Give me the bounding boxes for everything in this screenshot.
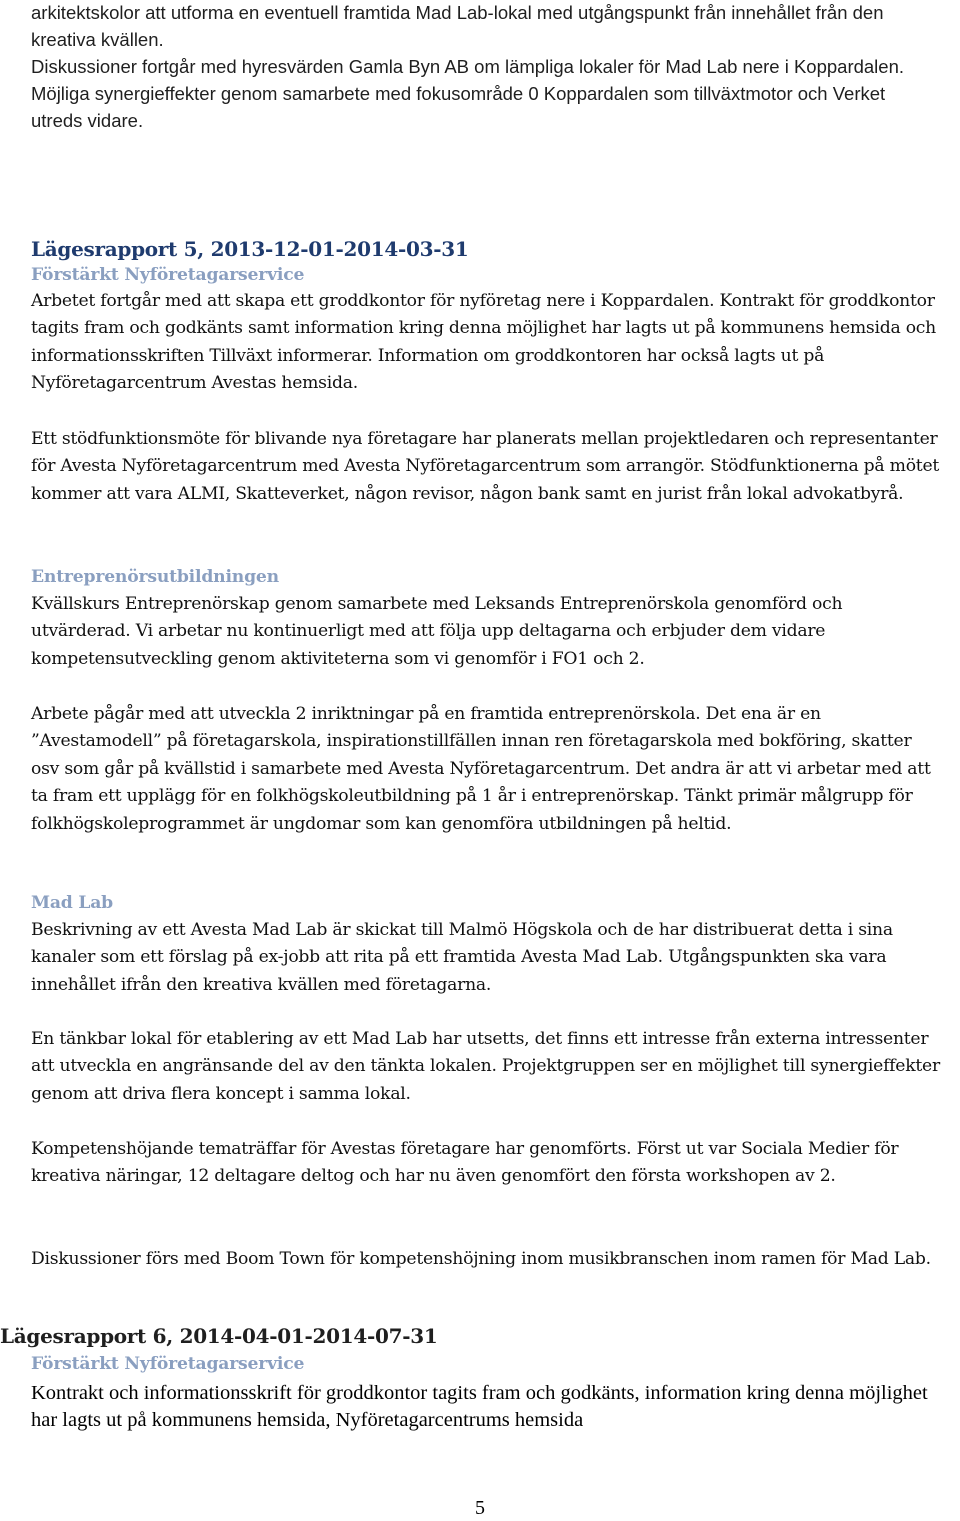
entreprenorsutbildningen-title: Entreprenörsutbildningen: [31, 567, 279, 587]
mad-lab-paragraph-4: Diskussioner förs med Boom Town för kompetenshöjning inom musikbranschen inom ramen för Mad Lab.: [31, 1249, 931, 1269]
intro-paragraph-2: Diskussioner fortgår med hyresvärden Gamla Byn AB om lämpliga lokaler för Mad Lab nere i Koppardalen. Möjliga synergieffekter genom samarbete med fokusområde 0 Koppardalen som tillväxtmotor och Verket utreds vidare.: [31, 56, 905, 131]
report-5-nyforetagarservice-paragraph-2: Ett stödfunktionsmöte för blivande nya företagare har planerats mellan projektledaren och representanter för Avesta Nyföretagarcentrum med Avesta Nyföretagarcentrum som arrangör. Stödfunktionerna på mötet kommer att vara ALMI, Skatteverket, någon revisor, någon bank samt en jurist från lokal advokatbyrå.: [31, 429, 940, 504]
entreprenorsutbildningen-paragraph-2: Arbete pågår med att utveckla 2 inriktningar på en framtida entreprenörskola. Det ena är en ”Avestamodell” på företagarskola, inspirationstillfällen innan ren företagarskola med bokföring, skatter osv som går på kvällstid i samarbete med Avesta Nyföretagarcentrum. Det andra är att vi arbetar med att ta fram ett upplägg för en folkhögskoleutbildning på 1 år i entreprenörskap. Tänkt primär målgrupp för folkhögskoleprogrammet är ungdomar som kan genomföra utbildningen på heltid.: [31, 704, 931, 834]
report-6-nyforetagarservice-paragraph-1: Kontrakt och informationsskrift för groddkontor tagits fram och godkänts, information kring denna möjlighet har lagts ut på kommunens hemsida, Nyföretagarcentrums hemsida: [31, 1382, 928, 1431]
report-6-heading: Lägesrapport 6, 2014-04-01-2014-07-31: [0, 1324, 438, 1348]
page-number: 5: [475, 1497, 485, 1519]
intro-paragraph-1: arkitektskolor att utforma en eventuell framtida Mad Lab-lokal med utgångspunkt från innehållet från den kreativa kvällen.: [31, 2, 884, 50]
entreprenorsutbildningen-paragraph-1: Kvällskurs Entreprenörskap genom samarbete med Leksands Entreprenörskola genomförd och utvärderad. Vi arbetar nu kontinuerligt med att följa upp deltagarna och erbjuder dem vidare kompetensutveckling genom aktiviteterna som vi genomför i FO1 och 2.: [31, 594, 843, 669]
mad-lab-paragraph-3: Kompetenshöjande tematräffar för Avestas företagare har genomförts. Först ut var Sociala Medier för kreativa näringar, 12 deltagare deltog och har nu även genomfört den första workshopen av 2.: [31, 1139, 899, 1187]
mad-lab-title: Mad Lab: [31, 893, 114, 913]
report-6-nyforetagarservice-title: Förstärkt Nyföretagarservice: [31, 1354, 305, 1374]
mad-lab-paragraph-1: Beskrivning av ett Avesta Mad Lab är skickat till Malmö Högskola och de har distribuerat detta i sina kanaler som ett förslag på ex-jobb att rita på ett framtida Avesta Mad Lab. Utgångspunkten ska vara innehållet ifrån den kreativa kvällen med företagarna.: [31, 920, 893, 995]
report-5-heading: Lägesrapport 5, 2013-12-01-2014-03-31: [31, 237, 469, 261]
report-5-nyforetagarservice-paragraph-1: Arbetet fortgår med att skapa ett groddkontor för nyföretag nere i Koppardalen. Kontrakt för groddkontor tagits fram och godkänts samt information kring denna möjlighet har lagts ut på kommunens hemsida och informationsskriften Tillväxt informerar. Information om groddkontoren har också lagts ut på Nyföretagarcentrum Avestas hemsida.: [31, 291, 937, 394]
mad-lab-paragraph-2: En tänkbar lokal för etablering av ett Mad Lab har utsetts, det finns ett intresse från externa intressenter att utveckla en angränsande del av den tänkta lokalen. Projektgruppen ser en möjlighet till synergieffekter genom att driva flera koncept i samma lokal.: [31, 1029, 940, 1104]
report-5-nyforetagarservice-title: Förstärkt Nyföretagarservice: [31, 265, 305, 285]
